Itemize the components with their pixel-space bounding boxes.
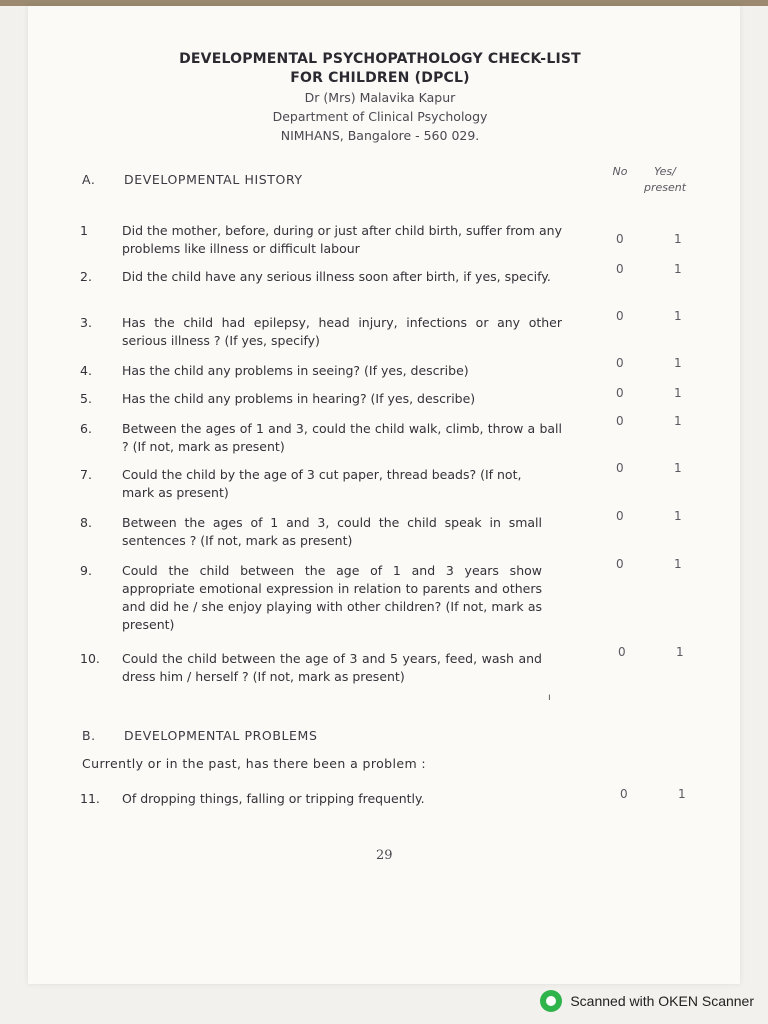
question-text: Of dropping things, falling or tripping frequently. bbox=[122, 791, 425, 806]
question-number: 8. bbox=[80, 515, 92, 530]
column-header-yes: Yes/ bbox=[654, 165, 676, 178]
answer-yes-value: 1 bbox=[674, 232, 682, 246]
answer-no-value: 0 bbox=[616, 356, 624, 370]
answer-yes-value: 1 bbox=[676, 645, 684, 659]
answer-no-value: 0 bbox=[616, 232, 624, 246]
answer-no-value: 0 bbox=[618, 645, 626, 659]
question-text: Has the child any problems in seeing? (If yes, describe) bbox=[122, 363, 469, 378]
column-header-no: No bbox=[612, 165, 628, 178]
question-text: Did the mother, before, during or just after child birth, suffer from any problems like illness or difficult labour bbox=[122, 223, 562, 256]
question-text: Has the child any problems in hearing? (If yes, describe) bbox=[122, 391, 476, 406]
section-a-title: DEVELOPMENTAL HISTORY bbox=[124, 172, 303, 187]
question-text: Could the child between the age of 1 and 3 years show appropriate emotional expression in relation to parents and others and did he / she enjoy playing with other children? (If not, mark as present) bbox=[122, 563, 542, 632]
page-number: 29 bbox=[376, 848, 393, 863]
question-number: 7. bbox=[80, 467, 92, 482]
question-number: 9. bbox=[80, 563, 92, 578]
scanner-watermark-text: Scanned with OKEN Scanner bbox=[570, 993, 754, 1009]
answer-no-value: 0 bbox=[616, 262, 624, 276]
answer-no-value: 0 bbox=[620, 787, 628, 801]
answer-yes-value: 1 bbox=[674, 309, 682, 323]
answer-no-value: 0 bbox=[616, 461, 624, 475]
answer-yes-value: 1 bbox=[674, 509, 682, 523]
department-name: Department of Clinical Psychology bbox=[272, 109, 488, 124]
answer-yes-value: 1 bbox=[674, 461, 682, 475]
question-number: 1 bbox=[80, 223, 88, 238]
question-number: 2. bbox=[80, 269, 92, 284]
stray-mark: ı bbox=[548, 692, 551, 703]
column-header-present: present bbox=[643, 181, 687, 194]
answer-yes-value: 1 bbox=[678, 787, 686, 801]
answer-yes-value: 1 bbox=[674, 262, 682, 276]
question-number: 6. bbox=[80, 421, 92, 436]
question-number: 4. bbox=[80, 363, 92, 378]
section-b-intro: Currently or in the past, has there been a problem : bbox=[82, 756, 427, 771]
institution-address: NIMHANS, Bangalore - 560 029. bbox=[280, 128, 480, 143]
answer-yes-value: 1 bbox=[674, 414, 682, 428]
question-text: Between the ages of 1 and 3, could the child walk, climb, throw a ball ? (If not, mark as present) bbox=[122, 421, 562, 454]
answer-no-value: 0 bbox=[616, 509, 624, 523]
answer-yes-value: 1 bbox=[674, 557, 682, 571]
question-text: Could the child by the age of 3 cut paper, thread beads? (If not, mark as present) bbox=[122, 467, 522, 500]
document-header bbox=[170, 50, 590, 145]
scanner-watermark bbox=[540, 990, 754, 1012]
checklist-title-line-2: FOR CHILDREN (DPCL) bbox=[290, 70, 470, 86]
question-number: 3. bbox=[80, 315, 92, 330]
question-text: Has the child had epilepsy, head injury, infections or any other serious illness ? (If yes, specify) bbox=[122, 315, 562, 348]
question-number: 10. bbox=[80, 651, 100, 666]
answer-no-value: 0 bbox=[616, 557, 624, 571]
checklist-title-line-1: DEVELOPMENTAL PSYCHOPATHOLOGY CHECK-LIST bbox=[179, 51, 581, 67]
author-name: Dr (Mrs) Malavika Kapur bbox=[304, 90, 456, 105]
question-text: Did the child have any serious illness soon after birth, if yes, specify. bbox=[122, 269, 551, 284]
question-text: Between the ages of 1 and 3, could the child speak in small sentences ? (If not, mark as present) bbox=[122, 515, 542, 548]
section-b-letter: B. bbox=[82, 728, 96, 743]
oken-scanner-logo-icon bbox=[540, 990, 562, 1012]
section-b-title: DEVELOPMENTAL PROBLEMS bbox=[124, 728, 318, 743]
answer-no-value: 0 bbox=[616, 309, 624, 323]
answer-yes-value: 1 bbox=[674, 386, 682, 400]
question-number: 11. bbox=[80, 791, 100, 806]
question-number: 5. bbox=[80, 391, 92, 406]
answer-no-value: 0 bbox=[616, 386, 624, 400]
answer-yes-value: 1 bbox=[674, 356, 682, 370]
answer-no-value: 0 bbox=[616, 414, 624, 428]
section-a-letter: A. bbox=[82, 172, 96, 187]
question-text: Could the child between the age of 3 and 5 years, feed, wash and dress him / herself ? (If not, mark as present) bbox=[122, 651, 542, 684]
